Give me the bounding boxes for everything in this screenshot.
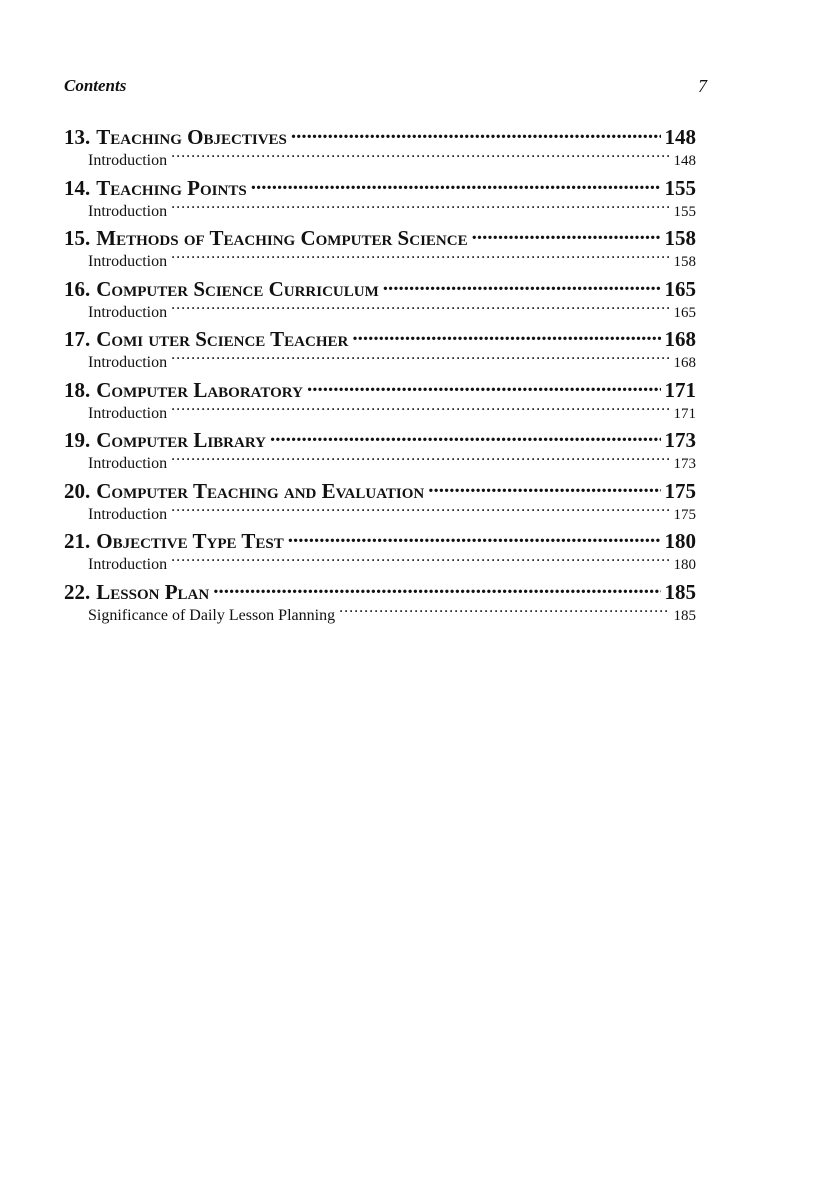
chapter-page: 175 xyxy=(664,478,696,503)
chapter-title: Computer Science Curriculum xyxy=(96,276,379,301)
chapter-entry[interactable] xyxy=(64,325,696,351)
section-title: Introduction xyxy=(88,455,168,472)
section-title: Introduction xyxy=(88,505,168,523)
running-header xyxy=(64,76,707,100)
chapter-number: 18. xyxy=(64,377,91,402)
chapter-page: 155 xyxy=(664,175,696,200)
section-title: Introduction xyxy=(88,404,168,422)
section-page: 173 xyxy=(673,456,696,472)
dot-leader xyxy=(428,477,660,498)
chapter-number: 17. xyxy=(64,327,91,351)
dot-leader xyxy=(171,402,669,418)
chapter-number: 16. xyxy=(64,276,91,301)
section-entry[interactable] xyxy=(64,200,696,225)
chapter-title: Comi uter Science Teacher xyxy=(96,327,349,351)
chapter-number: 15. xyxy=(64,226,91,250)
running-header-title: Contents xyxy=(64,76,127,95)
chapter-entry[interactable] xyxy=(64,426,696,452)
section-page: 148 xyxy=(673,153,696,169)
section-page: 155 xyxy=(673,203,696,220)
chapter-page: 148 xyxy=(664,125,696,149)
dot-leader xyxy=(339,604,669,620)
toc-chapter-17 xyxy=(64,325,696,376)
dot-leader xyxy=(213,578,660,599)
chapter-page: 168 xyxy=(664,327,696,351)
section-entry[interactable] xyxy=(64,452,696,477)
chapter-entry[interactable] xyxy=(64,527,696,553)
chapter-page: 173 xyxy=(664,428,696,452)
section-entry[interactable] xyxy=(64,503,696,528)
dot-leader xyxy=(171,553,669,569)
chapter-entry[interactable] xyxy=(64,578,696,604)
section-entry[interactable] xyxy=(64,604,696,629)
dot-leader xyxy=(171,452,669,468)
dot-leader xyxy=(307,376,661,397)
chapter-number: 14. xyxy=(64,175,91,200)
section-title: Introduction xyxy=(88,152,168,169)
page-number: 7 xyxy=(698,76,707,96)
chapter-title: Teaching Objectives xyxy=(96,125,287,149)
chapter-entry[interactable] xyxy=(64,376,696,402)
chapter-page: 171 xyxy=(664,377,696,402)
dot-leader xyxy=(352,325,660,346)
chapter-page: 180 xyxy=(664,529,696,553)
chapter-entry[interactable] xyxy=(64,123,696,149)
chapter-title: Computer Laboratory xyxy=(96,377,303,402)
toc-chapter-15 xyxy=(64,224,696,275)
section-entry[interactable] xyxy=(64,402,696,427)
section-page: 168 xyxy=(673,355,696,371)
dot-leader xyxy=(383,275,661,296)
dot-leader xyxy=(171,250,669,266)
section-title: Introduction xyxy=(88,354,168,371)
chapter-title: Teaching Points xyxy=(96,175,247,200)
dot-leader xyxy=(472,224,661,245)
section-title: Significance of Daily Lesson Planning xyxy=(88,606,336,624)
toc-chapter-21 xyxy=(64,527,696,578)
chapter-entry[interactable] xyxy=(64,275,696,301)
chapter-page: 165 xyxy=(664,276,696,301)
chapter-entry[interactable] xyxy=(64,224,696,250)
section-title: Introduction xyxy=(88,202,168,220)
section-entry[interactable] xyxy=(64,250,696,275)
section-page: 165 xyxy=(673,304,696,321)
toc-chapter-20 xyxy=(64,477,696,528)
dot-leader xyxy=(171,149,669,165)
chapter-title: Computer Library xyxy=(96,428,266,452)
chapter-number: 21. xyxy=(64,529,91,553)
toc-chapter-14 xyxy=(64,174,696,225)
chapter-title: Computer Teaching and Evaluation xyxy=(96,478,425,503)
dot-leader xyxy=(270,426,661,447)
chapter-title: Lesson Plan xyxy=(96,579,210,604)
section-page: 175 xyxy=(673,506,696,523)
chapter-title: Objective Type Test xyxy=(96,529,284,553)
chapter-title: Methods of Teaching Computer Science xyxy=(96,226,468,250)
section-title: Introduction xyxy=(88,253,168,270)
toc-chapter-16 xyxy=(64,275,696,326)
section-page: 171 xyxy=(673,405,696,422)
section-page: 158 xyxy=(673,254,696,270)
dot-leader xyxy=(288,527,661,548)
dot-leader xyxy=(171,351,669,367)
section-title: Introduction xyxy=(88,556,168,573)
toc-chapter-22 xyxy=(64,578,696,629)
chapter-number: 13. xyxy=(64,125,91,149)
chapter-entry[interactable] xyxy=(64,174,696,200)
dot-leader xyxy=(171,503,669,519)
chapter-page: 158 xyxy=(664,226,696,250)
toc-chapter-19 xyxy=(64,426,696,477)
dot-leader xyxy=(171,301,669,317)
toc-chapter-18 xyxy=(64,376,696,427)
section-entry[interactable] xyxy=(64,301,696,326)
toc-chapter-13 xyxy=(64,123,696,174)
dot-leader xyxy=(251,174,661,195)
section-title: Introduction xyxy=(88,303,168,321)
table-of-contents xyxy=(64,123,696,628)
section-entry[interactable] xyxy=(64,149,696,174)
chapter-entry[interactable] xyxy=(64,477,696,503)
section-entry[interactable] xyxy=(64,351,696,376)
section-page: 185 xyxy=(673,607,696,624)
dot-leader xyxy=(291,123,661,144)
chapter-number: 20. xyxy=(64,478,91,503)
dot-leader xyxy=(171,200,669,216)
section-page: 180 xyxy=(673,557,696,573)
chapter-page: 185 xyxy=(664,579,696,604)
section-entry[interactable] xyxy=(64,553,696,578)
chapter-number: 19. xyxy=(64,428,91,452)
chapter-number: 22. xyxy=(64,579,91,604)
